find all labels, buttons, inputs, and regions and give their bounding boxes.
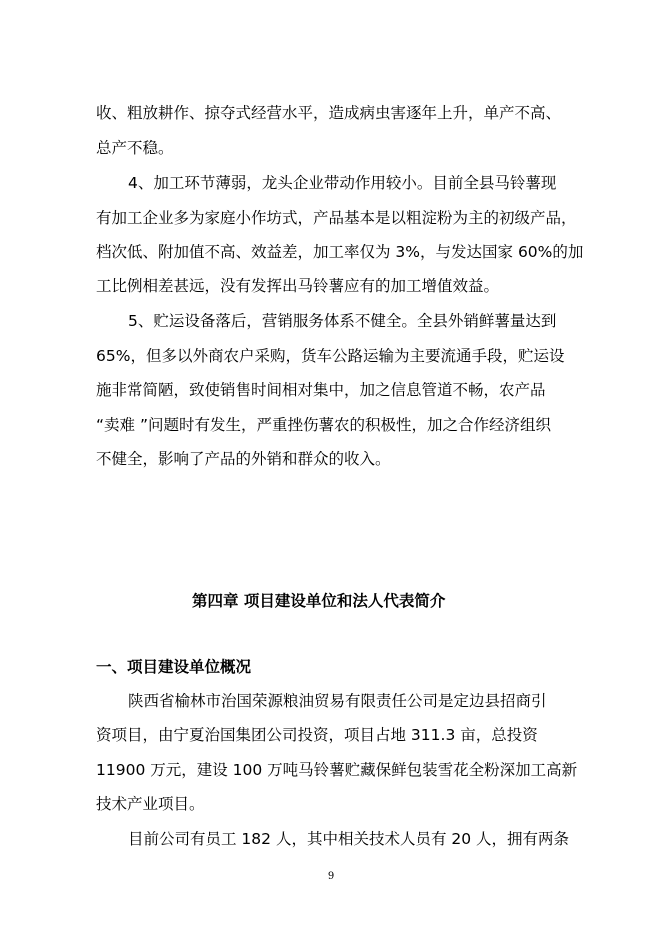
page-number: 9 bbox=[327, 871, 335, 882]
text-line: 有加工企业多为家庭小作坊式，产品基本是以粗淀粉为主的初级产品， bbox=[96, 209, 577, 227]
text-line: 技术产业项目。 bbox=[96, 795, 205, 813]
text-line: 总产不稳。 bbox=[96, 139, 174, 157]
text-line: 4、加工环节薄弱，龙头企业带动作用较小。目前全县马铃薯现 bbox=[128, 174, 557, 192]
text-line: 目前公司有员工 182 人，其中相关技术人员有 20 人，拥有两条 bbox=[128, 830, 570, 848]
text-line: “卖难 ”问题时有发生，严重挫伤薯农的积极性，加之合作经济组织 bbox=[96, 416, 551, 434]
text-line: 档次低、附加值不高、效益差，加工率仅为 3%，与发达国家 60%的加 bbox=[96, 243, 584, 261]
text-line: 资项目，由宁夏治国集团公司投资，项目占地 311.3 亩，总投资 bbox=[96, 726, 538, 744]
chapter-heading: 第四章 项目建设单位和法人代表简介 bbox=[192, 592, 446, 610]
section-heading: 一、项目建设单位概况 bbox=[96, 658, 252, 676]
text-line: 65%，但多以外商农户采购，货车公路运输为主要流通手段，贮运设 bbox=[96, 347, 565, 365]
text-line: 工比例相差甚远，没有发挥出马铃薯应有的加工增值效益。 bbox=[96, 277, 500, 295]
text-line: 收、粗放耕作、掠夺式经营水平，造成病虫害逐年上升，单产不高、 bbox=[96, 104, 562, 122]
text-line: 陕西省榆林市治国荣源粮油贸易有限责任公司是定边县招商引 bbox=[128, 692, 547, 710]
text-line: 11900 万元，建设 100 万吨马铃薯贮藏保鲜包装雪花全粉深加工高新 bbox=[96, 761, 578, 779]
text-line: 不健全，影响了产品的外销和群众的收入。 bbox=[96, 450, 391, 468]
text-line: 施非常简陋，致使销售时间相对集中，加之信息管道不畅，农产品 bbox=[96, 381, 546, 399]
text-line: 5、贮运设备落后，营销服务体系不健全。全县外销鲜薯量达到 bbox=[128, 312, 557, 330]
